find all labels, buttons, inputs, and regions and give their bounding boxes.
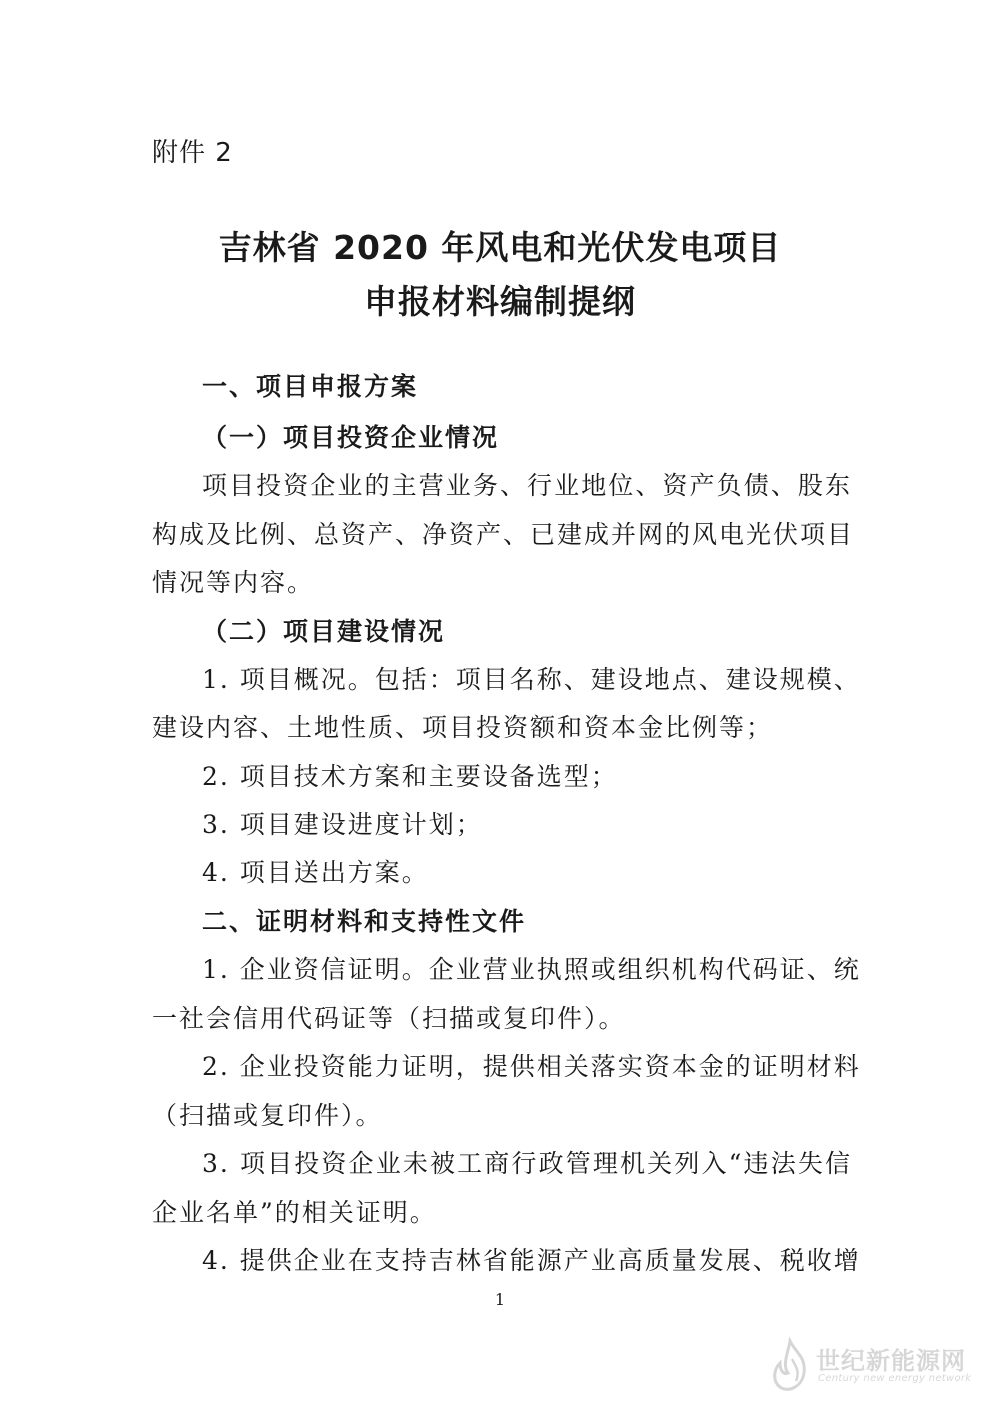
paragraph-line: 企业名单”的相关证明。 [152,1198,437,1227]
paragraph-line: 项目投资企业的主营业务、行业地位、资产负债、股东 [202,471,852,500]
paragraph-line: 4. 项目送出方案。 [202,858,429,887]
paragraph-line: （扫描或复印件）。 [152,1101,383,1130]
document-title-line-2: 申报材料编制提纲 [364,282,636,321]
section-heading-2: 二、证明材料和支持性文件 [202,907,527,936]
paragraph-line: 建设内容、土地性质、项目投资额和资本金比例等； [152,713,774,742]
section-heading-1: 一、项目申报方案 [202,372,419,401]
paragraph-line: 2. 项目技术方案和主要设备选型； [202,762,618,791]
watermark-name-cn: 世纪新能源网 [816,1347,966,1375]
page-number: 1 [494,1290,506,1309]
paragraph-line: 1. 项目概况。包括：项目名称、建设地点、建设规模、 [202,665,861,694]
watermark [766,1337,986,1397]
watermark-name-en: Century new energy network [818,1373,972,1384]
attachment-label: 附件 2 [152,138,233,168]
paragraph-line: 2. 企业投资能力证明，提供相关落实资本金的证明材料 [202,1052,861,1081]
flame-logo-icon [766,1337,814,1397]
paragraph-line: 3. 项目投资企业未被工商行政管理机关列入“违法失信 [202,1149,852,1178]
paragraph-line: 构成及比例、总资产、净资产、已建成并网的风电光伏项目 [152,520,855,549]
paragraph-line: 4. 提供企业在支持吉林省能源产业高质量发展、税收增 [202,1246,861,1275]
paragraph-line: 3. 项目建设进度计划； [202,810,483,839]
document-title-line-1: 吉林省 2020 年风电和光伏发电项目 [218,228,782,267]
paragraph-line: 情况等内容。 [152,568,315,597]
subsection-heading-2: （二）项目建设情况 [202,617,446,646]
subsection-heading-1: （一）项目投资企业情况 [202,423,500,452]
paragraph-line: 一社会信用代码证等（扫描或复印件）。 [152,1004,626,1033]
paragraph-line: 1. 企业资信证明。企业营业执照或组织机构代码证、统 [202,955,861,984]
